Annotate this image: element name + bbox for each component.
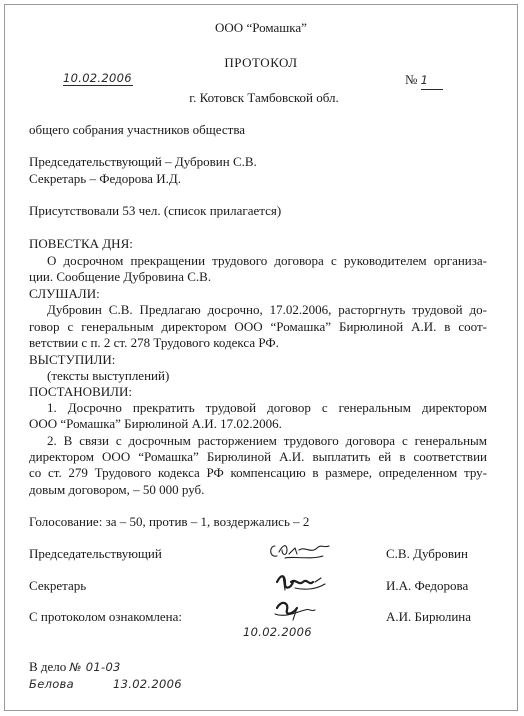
resolved-item-1-line: 1. Досрочно прекратить трудовой договор с генеральным директором [47, 400, 487, 415]
heard-heading: СЛУШАЛИ: [29, 286, 100, 301]
protocol-number: № 1 [405, 71, 443, 90]
resolved-item-2-line: довым договором, – 50 000 руб. [29, 482, 205, 497]
document-page [4, 4, 518, 711]
file-note: В дело № 01-03 [29, 659, 121, 674]
heard-line: Дубровин С.В. Предлагаю досрочно, 17.02.2006, расторгнуть трудовой до- [47, 302, 487, 317]
document-title: ПРОТОКОЛ [224, 55, 298, 70]
acknowledgement-signature [271, 596, 321, 622]
signature-name: И.А. Федорова [386, 578, 469, 593]
signature-role: Председательствующий [29, 546, 162, 561]
heard-line: ветствии с п. 2 ст. 278 Трудового кодекса РФ. [29, 335, 279, 350]
protocol-number-value: 1 [421, 72, 443, 90]
secretary-signature [271, 568, 331, 594]
file-note-signer: Белова [29, 677, 74, 691]
agenda-line: ции. Сообщение Дубровина С.В. [29, 269, 212, 284]
resolved-item-1-line: ООО “Ромашка” Бирюлиной А.И. 17.02.2006. [29, 416, 282, 431]
resolved-item-2-line: со ст. 279 Трудового кодекса РФ компенсацию в размере, определенном тру- [29, 465, 487, 480]
meeting-subject: общего собрания участников общества [29, 122, 246, 137]
signature-name: С.В. Дубровин [386, 546, 468, 561]
spoke-line: (тексты выступлений) [47, 368, 170, 383]
chairman-line: Председательствующий – Дубровин С.В. [29, 154, 257, 169]
place: г. Котовск Тамбовской обл. [189, 90, 339, 105]
agenda-heading: ПОВЕСТКА ДНЯ: [29, 236, 133, 251]
resolved-item-2-line: 2. В связи с досрочным расторжением трудового договора с генеральным [47, 433, 487, 448]
secretary-line: Секретарь – Федорова И.Д. [29, 171, 181, 186]
spoke-heading: ВЫСТУПИЛИ: [29, 352, 116, 367]
agenda-line: О досрочном прекращении трудового договора с руководителем организа- [47, 253, 487, 268]
file-note-date: 13.02.2006 [113, 677, 182, 691]
vote-line: Голосование: за – 50, против – 1, воздержались – 2 [29, 514, 310, 529]
chairman-signature [265, 536, 335, 564]
present-line: Присутствовали 53 чел. (список прилагается) [29, 203, 282, 218]
organization-name: ООО “Ромашка” [215, 20, 307, 35]
resolved-heading: ПОСТАНОВИЛИ: [29, 384, 132, 399]
heard-line: говор с генеральным директором ООО “Ромашка” Бирюлиной А.И. в соот- [29, 319, 487, 334]
signature-role: Секретарь [29, 578, 87, 593]
signature-name: А.И. Бирюлина [386, 609, 472, 624]
protocol-date: 10.02.2006 [63, 71, 132, 85]
signature-role: С протоколом ознакомлена: [29, 609, 183, 624]
acknowledgement-date: 10.02.2006 [243, 625, 312, 639]
resolved-item-2-line: директором ООО “Ромашка” Бирюлиной А.И. выплатить ей в соответствии [29, 449, 487, 464]
file-note-case: № 01-03 [69, 660, 121, 674]
